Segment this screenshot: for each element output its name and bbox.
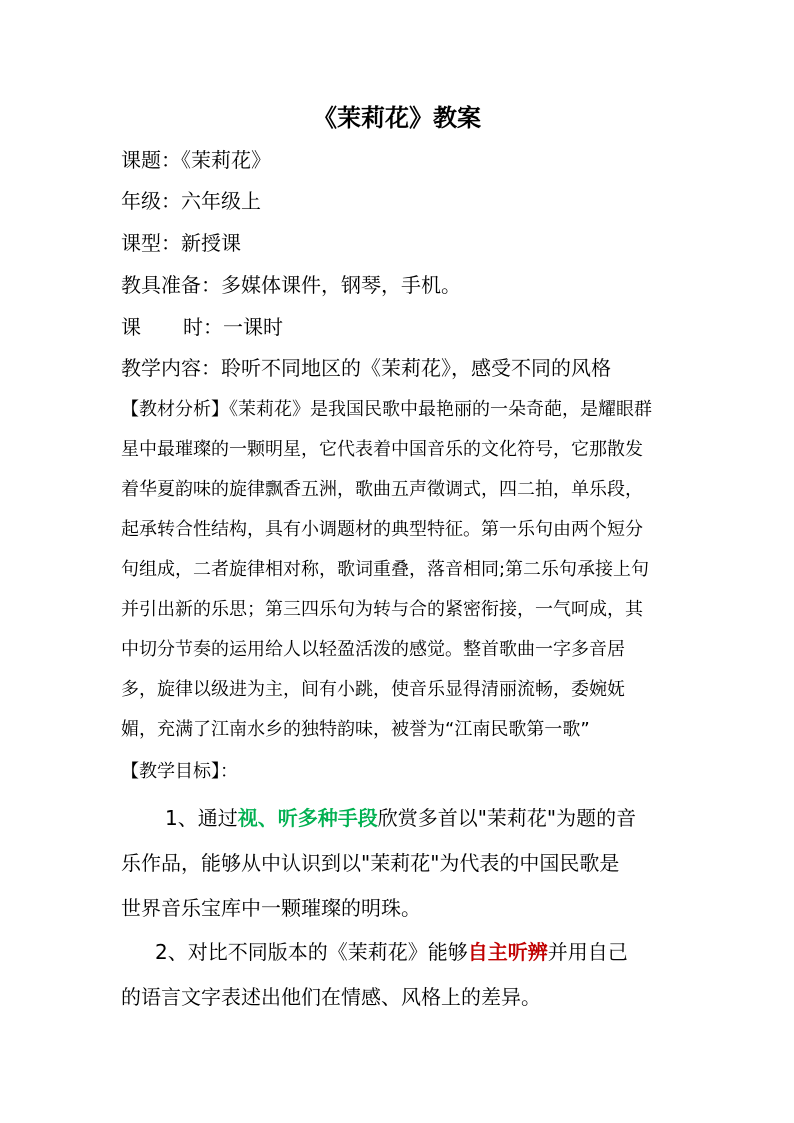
page-title: 《茉莉花》教案 — [313, 104, 481, 132]
analysis-line: 中切分节奏的运用给人以轻盈活泼的感觉。整首歌曲一字多音居 — [121, 639, 625, 660]
objectives-heading: 【教学目标】： — [121, 761, 238, 782]
objective-1-line-3: 世界音乐宝库中一颗璀璨的明珠。 — [121, 896, 421, 920]
objective-2-line-1 — [155, 937, 628, 967]
analysis-line: 多，旋律以级进为主，间有小跳，使音乐显得清丽流畅，委婉妩 — [121, 679, 625, 700]
objective-1-suffix: 欣赏多首以"茉莉花"为题的音 — [377, 806, 637, 830]
topic-line: 课题：《茉莉花》 — [121, 148, 271, 172]
teaching-tools-line: 教具准备：多媒体课件，钢琴，手机。 — [121, 273, 461, 297]
objective-1-prefix: 1、通过 — [165, 806, 238, 830]
lesson-type-line: 课型：新授课 — [121, 231, 241, 255]
analysis-line: 句组成，二者旋律相对称，歌词重叠，落音相同;第二乐句承接上句 — [121, 559, 650, 580]
analysis-line: 起承转合性结构，具有小调题材的典型特征。第一乐句由两个短分 — [121, 519, 643, 540]
teaching-content-line: 教学内容：聆听不同地区的《茉莉花》，感受不同的风格 — [121, 356, 611, 380]
class-period-label: 课 — [121, 315, 141, 339]
grade-line: 年级：六年级上 — [121, 189, 261, 213]
analysis-line: 媚，充满了江南水乡的独特韵味，被誉为“江南民歌第一歌” — [121, 719, 590, 740]
objective-1-highlight: 视、听多种手段 — [237, 806, 378, 830]
objective-2-line-2: 的语言文字表述出他们在情感、风格上的差异。 — [121, 985, 541, 1009]
analysis-line: 着华夏韵味的旋律飘香五洲，歌曲五声徵调式，四二拍，单乐段， — [121, 479, 643, 500]
analysis-line: 星中最璀璨的一颗明星，它代表着中国音乐的文化符号，它那散发 — [121, 439, 643, 460]
objective-2-suffix: 并用自己 — [547, 940, 628, 964]
class-period-line — [121, 312, 283, 342]
objective-2-highlight: 自主听辨 — [467, 940, 548, 964]
analysis-line: 【教材分析】《茉莉花》是我国民歌中最艳丽的一朵奇葩，是耀眼群 — [121, 399, 652, 420]
class-period-value: 时：一课时 — [183, 315, 283, 339]
objective-1-line-1 — [165, 803, 636, 833]
objective-1-line-2: 乐作品，能够从中认识到以"茉莉花"为代表的中国民歌是 — [121, 851, 620, 875]
analysis-line: 并引出新的乐思；第三四乐句为转与合的紧密衔接，一气呵成，其 — [121, 599, 643, 620]
objective-2-prefix: 2、对比不同版本的《茉莉花》能够 — [155, 940, 468, 964]
